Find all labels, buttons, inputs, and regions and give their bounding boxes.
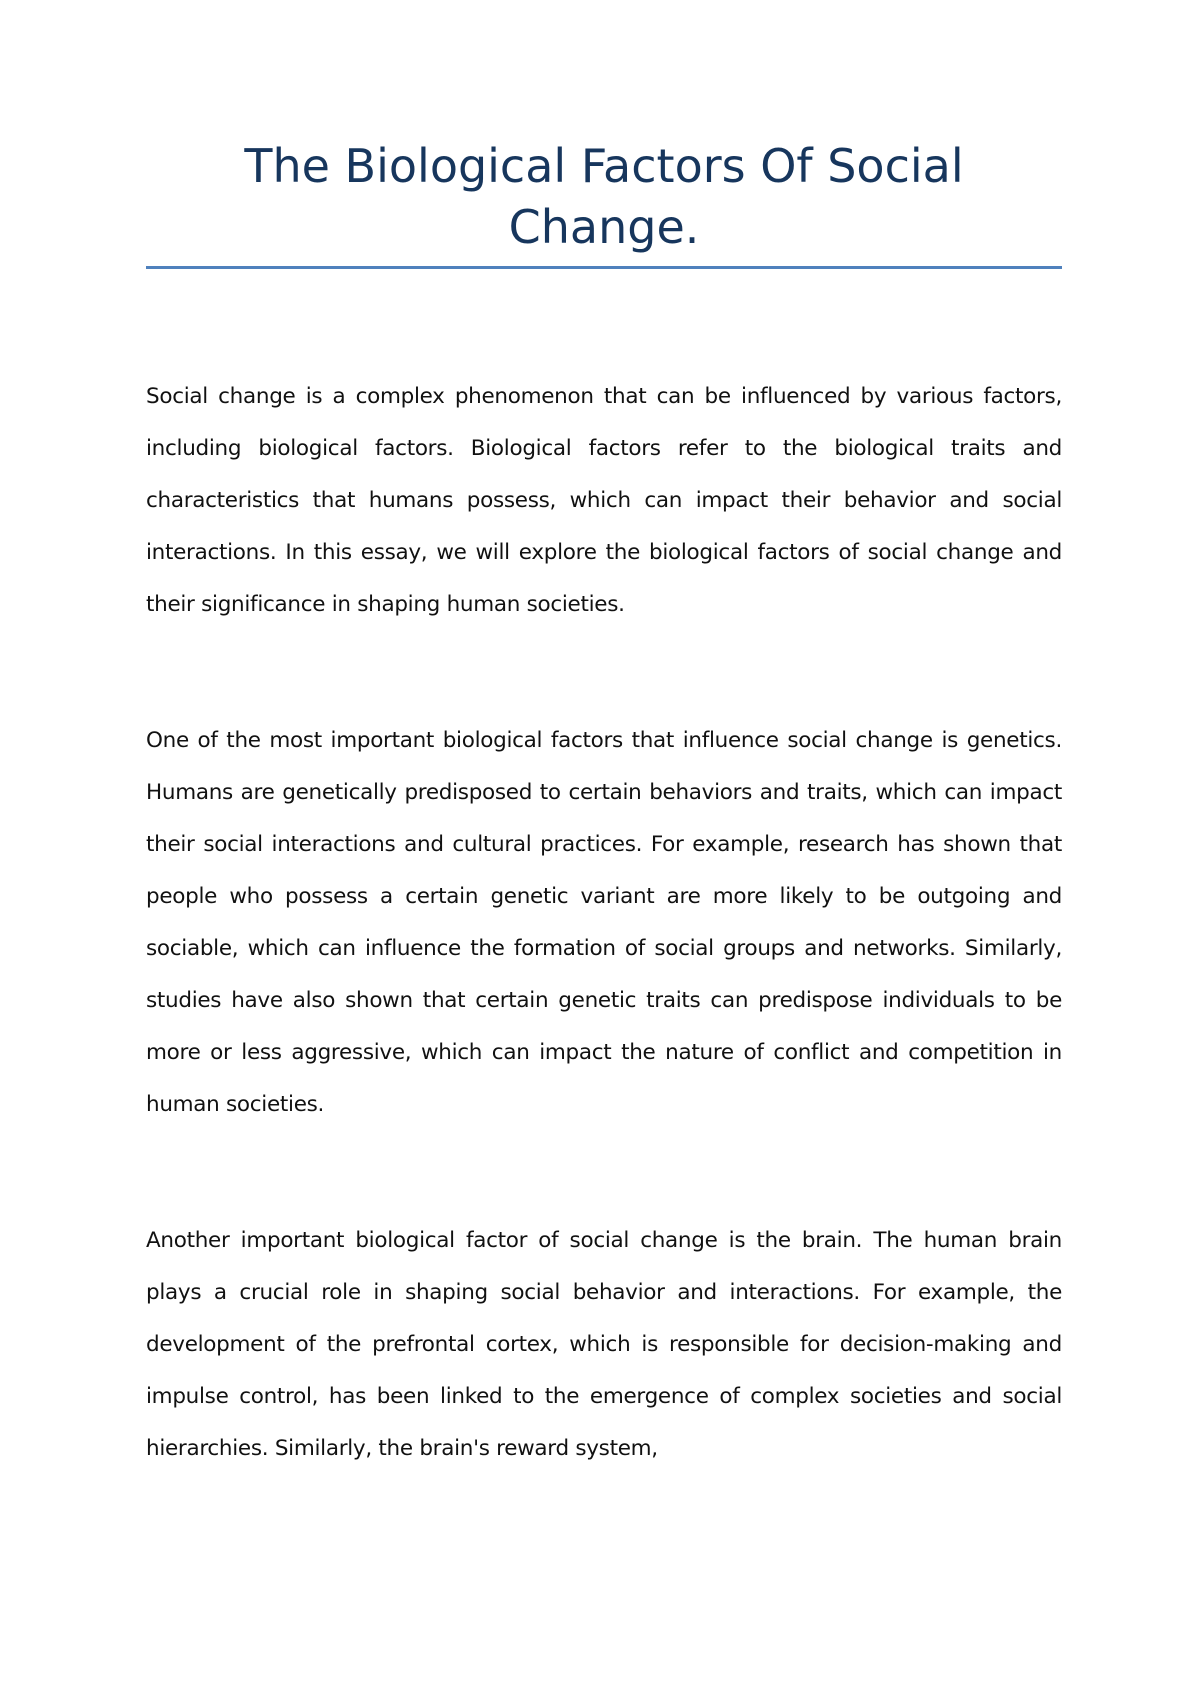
paragraph-1: Social change is a complex phenomenon that can be influenced by various factors, including biological factors. Biological factors refer to the biological traits and characteristics that humans possess, which can impact their behavior and social interactions. In this essay, we will explore the biological factors of social change and their significance in shaping human societies. — [146, 384, 1062, 617]
paragraph-2: One of the most important biological factors that influence social change is genetics. Humans are genetically predisposed to certain behaviors and traits, which can impact their social interactions and cultural practices. For example, research has shown that people who possess a certain genetic variant are more likely to be outgoing and sociable, which can influence the formation of social groups and networks. Similarly, studies have also shown that certain genetic traits can predispose individuals to be more or less aggressive, which can impact the nature of conflict and competition in human societies. — [146, 728, 1062, 1117]
document-content — [146, 136, 1062, 1559]
paragraph-3: Another important biological factor of social change is the brain. The human brain plays a crucial role in shaping social behavior and interactions. For example, the development of the prefrontal cortex, which is responsible for decision-making and impulse control, has been linked to the emergence of complex societies and social hierarchies. Similarly, the brain's reward system, — [146, 1228, 1062, 1461]
title-underline — [146, 266, 1062, 269]
document-body — [146, 371, 1062, 1475]
document-title: The Biological Factors Of Social Change. — [244, 139, 964, 254]
